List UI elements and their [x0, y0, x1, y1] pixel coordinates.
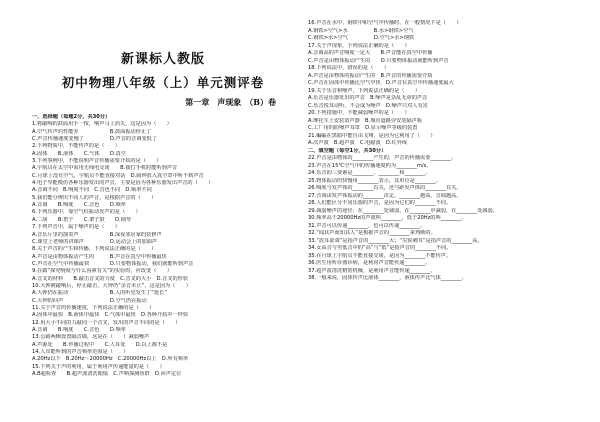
question-line: 3.下列事例中，不能说明声音传播需要介质的是（ ） [32, 158, 162, 165]
question-line: A.声音是由物体的振动产生的 B.声音的传播需要介质 [308, 72, 433, 79]
question-line: 19.关于乐音和噪声，下列说法正确的是（ ） [308, 87, 421, 94]
right-column [300, 0, 600, 422]
question-line: C.声音在空气中传播最快 D.只要物体振动，我们就能听到声音 [32, 260, 194, 267]
question-line: 24.乐音的三要素是________、________和________。 [308, 170, 431, 176]
question-line: A.音叉的材料 B.敲击音叉的力度 C.音叉的大小 D.音叉的形状 [32, 275, 189, 282]
question-line: A.声音是由物体振动产生的 B.声音在真空中传播最快 [32, 253, 167, 260]
question-line: 2.下列物质中，不能传声的是（ ） [32, 143, 120, 150]
question-line: 9.在做“探究响度与什么因素有关”的实验时，应改变（ ） [32, 268, 173, 275]
question-line: 15.下列关于声的利用，属于利用声传递能量的是（ ） [32, 363, 165, 370]
question-line: A.音调 B.响度 C.音色 D.频率 [32, 202, 126, 209]
question-line: 21.蝙蝠在黑暗中能自由飞翔，是因为它利用了（ ） [308, 132, 436, 139]
question-line: 10.大钟被敲响后，停止敲击，大钟仍“余音未止”，这是因为（ ） [32, 282, 191, 289]
question-line: 30.频率高于20000Hz的声波叫________，低于20Hz的叫________。 [308, 215, 467, 221]
question-line: A.音乐厅里的演奏声 B.深夜邻居家的装修声 [32, 231, 162, 238]
question-line: A.音调 B.响度 C.音色 D.频率 [32, 326, 126, 333]
question-line: 14.人耳能听到的声音频率范围是（ ） [32, 349, 129, 355]
question-line: A.空气传声的性能差 B.鼓面振动停止了 [32, 128, 152, 135]
question-line: C.声音传播速度变慢了 D.声音的音调变低了 [32, 136, 158, 143]
question-line: C.乐音悦耳动听，不会成为噪声 D.噪声只对人有害 [308, 102, 428, 109]
question-line: C.声音是由物体振动产生的 D.只要物体振动就能听到声音 [308, 57, 449, 64]
question-line: C.钢铁>水>空气 D.空气>水>钢铁 [308, 35, 415, 41]
question-line: 37.超声波清洗精密机械，是利用声音能传递________。 [308, 267, 436, 274]
question-line: A.次声波 B.超声波 C.电磁波 D.红外线 [308, 140, 408, 146]
question-line: A.固体 B.液体 C.气体 D.真空 [32, 150, 126, 157]
question-line: 26.响度与发声体的________有关，还与距发声体的________有关。 [308, 185, 462, 191]
question-line: 33.“震耳欲聋”是指声音的________大；“尖锐刺耳”是指声音的________高。 [308, 237, 483, 244]
left-question-list [32, 114, 294, 378]
title-course: 初中物理八年级（上）单元测评卷 [61, 75, 265, 90]
question-line: A.宇航员在太空中需用无线电交谈 B.拨打手机时能听到声音 [32, 165, 178, 172]
question-line: 28.人们能区分不同乐器的声音，是因为它们的________不同。 [308, 200, 452, 206]
question-line: C.课堂上老师的讲课声 D.运动会上的加油声 [32, 238, 158, 245]
right-question-list [308, 20, 594, 283]
question-line: 16.声音在水中、钢铁中和空气中传播时，在一般情况下是（ ） [308, 20, 462, 26]
question-line: 11.关于声音的传播速度，下列说法正确的是（ ） [32, 304, 155, 311]
question-line: A.20Hz以下 B.20Hz～20000Hz C.20000Hz以上 D.所有频率 [32, 356, 189, 363]
question-line: A.乐音是乐器发出的声音 B.噪声是杂乱无章的声音 [308, 95, 428, 101]
question-line: 17.关于声现象，下列说法正确的是（ ） [308, 42, 410, 49]
question-line: 6.下列乐器中，靠空气柱振动发声的是（ ） [32, 209, 141, 216]
question-line: A.固体中最快 B.液体中最快 C.气体中最快 D.各种介质中一样快 [32, 312, 189, 319]
question-line: C.大钟的回声 D.空气仍在振动 [32, 297, 147, 304]
question-line: 35.在月球上宇航员不能直接交谈，是因为________不能传声。 [308, 252, 452, 259]
question-line: 7.下列声音中，属于噪声的是（ ） [32, 224, 120, 231]
question-line: 13.公路两侧设置隔音墙，这是在（ ）减弱噪声 [32, 334, 150, 341]
question-line: A.音调不同 B.响度不同 C.音色不同 D.频率不同 [32, 187, 152, 194]
title-chapter: 第一章 声现象 （B）卷 [185, 97, 276, 107]
question-line: 4.电子琴能模仿各种乐器发出的声音，主要是因为各种乐器发出声音的（ ） [32, 180, 214, 187]
question-line: A.二胡 B.笛子 C.架子鼓 D.钢琴 [32, 216, 132, 223]
question-line: 27.音调由发声体振动的________决定，________越高，音调越高。 [308, 192, 462, 199]
question-line: C.月球上没有空气，宇航员不能直接对话 D.闹钟放入真空罩中听不到声音 [32, 172, 204, 179]
question-line: 36.医生用听诊器诊病，是利用声音能传递________。 [308, 260, 431, 266]
title-block [32, 48, 294, 108]
question-line: 23.声音在15℃空气中的传播速度约为________m/s。 [308, 162, 432, 169]
question-line: 38.一般来说，固体传声比液体________，液体传声比气体________。 [308, 275, 467, 281]
question-line: C.声音在固体中传播比空气中快 D.声音在真空中传播速度最大 [308, 80, 454, 86]
question-line: A.音调高的声音响度一定大 B.声音能在真空中传播 [308, 50, 433, 56]
question-line: A.声源处 B.传播过程中 C.人耳处 D.以上都不是 [32, 341, 168, 348]
question-line: A.摩托车上安装消声器 B.城市道路旁安装隔声板 [308, 117, 423, 124]
question-line: 二、填空题（每空1分，共30分） [308, 147, 387, 154]
question-line: 20.下列措施中，不能减弱噪声的是（ ） [308, 110, 410, 116]
question-line: 5.我们能分辨出不同人的声音，是根据声音的（ ） [32, 194, 157, 201]
question-line: 12.用大小不同的力敲同一个音叉，发出的声音不同的是（ ） [32, 319, 181, 326]
question-line: 32.“闻其声而知其人”是根据声音的________来判断的。 [308, 230, 436, 236]
question-line: A.大钟仍在振动 B.人的听觉发生了“延长” [32, 290, 168, 297]
question-line: 29.减弱噪声的途径：在________处减弱，在________中减弱，在________处减弱。 [308, 207, 498, 214]
question-line: 25.物体振动的快慢用________表示，其单位是________。 [308, 177, 441, 184]
question-line: 18.下列说法中，错误的是（ ） [308, 65, 389, 71]
question-line: 31.声音可以传递________，也可以传递________。 [308, 222, 426, 229]
question-line: A.钢铁>空气>水 B.水>钢铁>空气 [308, 27, 414, 34]
question-line: 8.关于声音的产生和传播，下列说法正确的是（ ） [32, 246, 157, 253]
question-line: C.工厂用的防噪声耳罩 D.显示噪声等级的装置 [308, 125, 418, 131]
question-line: 一、选择题（每题2分，共30分） [32, 114, 111, 120]
title-publisher: 新课标人教版 [120, 52, 205, 67]
question-line: 1.将敲响的鼓面用手一按，响声马上消失，这是因为（ ） [32, 121, 172, 128]
question-line: A.B超检查 B.超声波清洗眼镜 C.声呐探测鱼群 D.回声定位 [32, 371, 182, 378]
question-line: 34.女高音与男低音中的“高”与“低”是指声音的________不同。 [308, 245, 452, 251]
question-line: 22.声音是由物体的________产生的，声音的传播需要________。 [308, 155, 457, 161]
